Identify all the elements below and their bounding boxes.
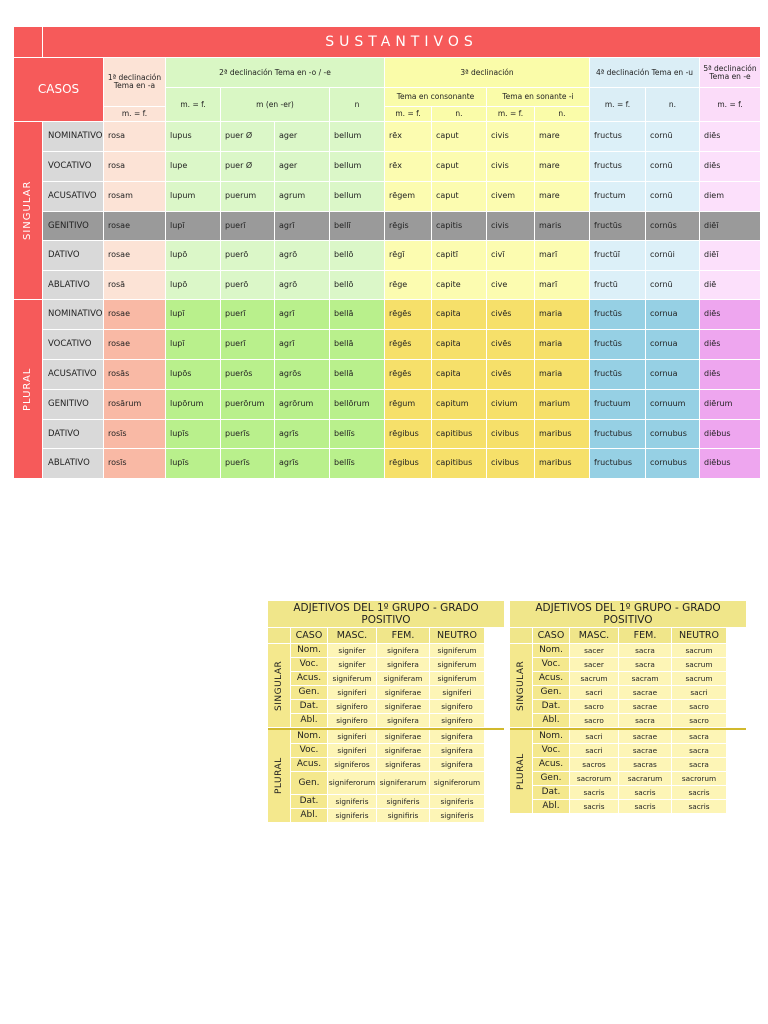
adjective-form-cell: sacrae [619,730,671,743]
noun-form-cell: fructus [590,152,645,181]
noun-form-cell: bellī [330,212,384,240]
noun-form-cell: cornū [646,122,699,151]
noun-form-cell: puerīs [221,449,274,478]
noun-form-cell: rēge [385,271,431,299]
noun-form-cell: fructūs [590,212,645,240]
noun-form-cell: capita [432,300,486,329]
adjective-form-cell: signifera [430,758,484,771]
adjective-form-cell: sacrorum [672,772,726,785]
noun-form-cell: rēgēs [385,330,431,359]
case-name: Dat. [533,700,569,713]
gender-header: n. [646,88,699,121]
adjective-form-cell: signiferis [377,795,429,808]
case-name: Abl. [533,800,569,813]
noun-form-cell: rosae [104,300,165,329]
noun-form-cell: diērum [700,390,760,419]
adjective-form-cell: sacris [672,800,726,813]
casos-header: CASOS [14,58,103,121]
noun-form-cell: lupō [166,241,220,270]
case-name: Dat. [291,700,327,713]
noun-form-cell: diēs [700,300,760,329]
case-name: Gen. [533,686,569,699]
noun-form-cell: capita [432,360,486,389]
noun-form-cell: maribus [535,449,589,478]
case-name: Acus. [533,758,569,771]
noun-form-cell: lupum [166,182,220,211]
group-plural: PLURAL [14,300,42,478]
noun-form-cell: maribus [535,420,589,448]
adjective-form-cell: signifero [328,714,376,727]
noun-form-cell: civibus [487,420,534,448]
noun-form-cell: puer Ø [221,122,274,151]
noun-form-cell: bellīs [330,420,384,448]
noun-form-cell: puerī [221,300,274,329]
adjective-form-cell: sacri [672,686,726,699]
noun-form-cell: bellōrum [330,390,384,419]
adjective-form-cell: signiferorum [430,772,484,794]
noun-form-cell: fructūī [590,241,645,270]
noun-form-cell: rēx [385,122,431,151]
case-name: Voc. [533,658,569,671]
noun-form-cell: rēgum [385,390,431,419]
adjective-form-cell: sacrae [619,700,671,713]
adjective-form-cell: sacros [570,758,618,771]
adjective-form-cell: sacra [672,744,726,757]
case-name: Nom. [533,730,569,743]
noun-form-cell: puerīs [221,420,274,448]
case-name: Nom. [533,644,569,657]
noun-form-cell: mare [535,122,589,151]
adjective-form-cell: sacris [619,786,671,799]
noun-form-cell: caput [432,182,486,211]
adjective-form-cell: sacro [672,700,726,713]
column-header: FEM. [377,628,429,643]
noun-form-cell: diēs [700,122,760,151]
noun-form-cell: fructūs [590,330,645,359]
gender-header: m. = f. [487,107,534,121]
noun-form-cell: diēs [700,152,760,181]
adjective-form-cell: signifer [328,658,376,671]
group-label: SINGULAR [268,644,290,727]
adjective-form-cell: sacris [672,786,726,799]
noun-form-cell: agrōs [275,360,329,389]
gender-header: m. = f. [590,88,645,121]
adjective-form-cell: sacrum [672,658,726,671]
adjective-form-cell: signiferi [328,744,376,757]
noun-form-cell: diēī [700,212,760,240]
noun-form-cell: agrum [275,182,329,211]
noun-form-cell: rosīs [104,420,165,448]
adjective-form-cell: signiferis [328,809,376,822]
noun-form-cell: bellum [330,152,384,181]
noun-form-cell: agrī [275,212,329,240]
noun-form-cell: fructū [590,271,645,299]
adjective-form-cell: sacrum [672,644,726,657]
gender-header: m. = f. [385,107,431,121]
decl-3-header: 3ª declinación [385,58,589,87]
noun-form-cell: lupī [166,300,220,329]
adjective-form-cell: signiferae [377,730,429,743]
case-label: ACUSATIVO [43,360,103,389]
noun-form-cell: agrōrum [275,390,329,419]
adjective-form-cell: signiferum [430,644,484,657]
adjective-form-cell: signiferam [377,672,429,685]
case-label: DATIVO [43,420,103,448]
noun-form-cell: rēgēs [385,360,431,389]
case-name: Abl. [291,809,327,822]
adjective-form-cell: sacra [672,758,726,771]
adjective-table-sacer [510,601,746,813]
adjective-form-cell: sacrae [619,686,671,699]
case-label: NOMINATIVO [43,122,103,151]
adjective-form-cell: signiferae [377,700,429,713]
noun-form-cell: civī [487,241,534,270]
gender-header: n. [535,107,589,121]
noun-form-cell: puerōrum [221,390,274,419]
adjective-form-cell: sacris [570,786,618,799]
noun-form-cell: bellā [330,360,384,389]
noun-form-cell: rosās [104,360,165,389]
noun-form-cell: agrī [275,300,329,329]
noun-form-cell: puerō [221,241,274,270]
adjective-table-title: ADJETIVOS DEL 1º GRUPO - GRADO POSITIVO [268,601,504,627]
noun-form-cell: capitī [432,241,486,270]
noun-form-cell: marī [535,241,589,270]
noun-form-cell: civis [487,122,534,151]
noun-form-cell: cornubus [646,449,699,478]
noun-form-cell: capitis [432,212,486,240]
noun-form-cell: ager [275,122,329,151]
adjective-form-cell: sacro [570,714,618,727]
noun-form-cell: civēs [487,360,534,389]
noun-form-cell: rosae [104,330,165,359]
noun-form-cell: cive [487,271,534,299]
adjective-form-cell: signifera [377,644,429,657]
adjective-form-cell: sacrorum [570,772,618,785]
noun-form-cell: capite [432,271,486,299]
noun-form-cell: lupō [166,271,220,299]
noun-form-cell: lupīs [166,449,220,478]
case-name: Abl. [533,714,569,727]
case-name: Dat. [533,786,569,799]
adjective-form-cell: sacrum [570,672,618,685]
noun-form-cell: fructūs [590,360,645,389]
noun-form-cell: bellum [330,122,384,151]
noun-form-cell: maria [535,300,589,329]
adjective-form-cell: sacri [570,730,618,743]
column-header: MASC. [328,628,376,643]
noun-form-cell: cornū [646,271,699,299]
noun-form-cell: civem [487,182,534,211]
adjective-form-cell: signiferi [328,730,376,743]
noun-form-cell: puerum [221,182,274,211]
adjective-form-cell: signifera [377,658,429,671]
blank-corner [268,628,290,643]
adjective-form-cell: signiferarum [377,772,429,794]
adjective-form-cell: signiferum [328,672,376,685]
case-name: Voc. [291,658,327,671]
decl-1-header: 1ª declinación Tema en -a [104,58,165,106]
adjective-form-cell: sacra [619,714,671,727]
noun-form-cell: caput [432,122,486,151]
adjective-form-cell: signifero [430,714,484,727]
noun-form-cell: agrō [275,271,329,299]
noun-form-cell: rosīs [104,449,165,478]
gender-header: m. = f. [166,88,220,121]
adjective-form-cell: signiferi [430,686,484,699]
case-name: Acus. [291,672,327,685]
noun-form-cell: puer Ø [221,152,274,181]
column-header: CASO [533,628,569,643]
noun-form-cell: cornūi [646,241,699,270]
adjective-form-cell: signiferum [430,658,484,671]
noun-form-cell: bellō [330,241,384,270]
nouns-title: SUSTANTIVOS [43,27,760,57]
noun-form-cell: agrīs [275,449,329,478]
noun-form-cell: rēgem [385,182,431,211]
adjective-form-cell: sacram [619,672,671,685]
noun-form-cell: puerī [221,212,274,240]
case-name: Voc. [291,744,327,757]
column-header: MASC. [570,628,618,643]
noun-form-cell: civis [487,212,534,240]
case-label: VOCATIVO [43,330,103,359]
case-name: Voc. [533,744,569,757]
noun-form-cell: lupōrum [166,390,220,419]
adjective-form-cell: sacro [570,700,618,713]
adjective-form-cell: sacer [570,644,618,657]
adjective-form-cell: signiferis [430,809,484,822]
noun-form-cell: fructum [590,182,645,211]
noun-form-cell: diē [700,271,760,299]
noun-form-cell: rosa [104,122,165,151]
noun-form-cell: rosae [104,212,165,240]
noun-form-cell: mare [535,152,589,181]
adjective-form-cell: signiferis [328,795,376,808]
noun-form-cell: rēgēs [385,300,431,329]
adjective-form-cell: sacri [570,686,618,699]
noun-form-cell: lupī [166,330,220,359]
noun-form-cell: rēgibus [385,449,431,478]
adjective-form-cell: signifiris [377,809,429,822]
noun-form-cell: agrī [275,330,329,359]
adjective-form-cell: signiferas [377,758,429,771]
noun-form-cell: bellā [330,330,384,359]
adjective-form-cell: signiferorum [328,772,376,794]
case-label: VOCATIVO [43,152,103,181]
noun-form-cell: marī [535,271,589,299]
noun-form-cell: diēs [700,360,760,389]
case-name: Gen. [533,772,569,785]
column-header: NEUTRO [430,628,484,643]
noun-form-cell: lupōs [166,360,220,389]
noun-form-cell: rosam [104,182,165,211]
adjective-form-cell: sacrum [672,672,726,685]
adjective-form-cell: signifero [430,700,484,713]
noun-form-cell: caput [432,152,486,181]
noun-form-cell: puerī [221,330,274,359]
case-label: ACUSATIVO [43,182,103,211]
adjective-form-cell: sacris [570,800,618,813]
case-label: ABLATIVO [43,271,103,299]
noun-form-cell: diēī [700,241,760,270]
noun-form-cell: puerōs [221,360,274,389]
adjective-form-cell: signifer [328,644,376,657]
noun-form-cell: cornua [646,330,699,359]
blank-corner [510,628,532,643]
adjective-form-cell: signiferum [430,672,484,685]
gender-header: m. = f. [104,107,165,121]
noun-form-cell: civēs [487,300,534,329]
noun-form-cell: rēgibus [385,420,431,448]
noun-form-cell: fructūs [590,300,645,329]
group-label: SINGULAR [510,644,532,727]
noun-form-cell: fructus [590,122,645,151]
column-header: CASO [291,628,327,643]
noun-form-cell: rēgis [385,212,431,240]
group-label: PLURAL [510,730,532,813]
adjective-form-cell: sacras [619,758,671,771]
title-corner [14,27,42,57]
case-label: DATIVO [43,241,103,270]
adjective-form-cell: sacra [672,730,726,743]
gender-header: n. [432,107,486,121]
noun-form-cell: rosa [104,152,165,181]
adjective-form-cell: signifera [430,744,484,757]
noun-form-cell: mare [535,182,589,211]
noun-form-cell: bellīs [330,449,384,478]
gender-header: m. = f. [700,88,760,121]
noun-form-cell: lupe [166,152,220,181]
case-name: Nom. [291,644,327,657]
noun-form-cell: maria [535,360,589,389]
noun-form-cell: fructubus [590,420,645,448]
noun-form-cell: capita [432,330,486,359]
noun-form-cell: lupīs [166,420,220,448]
noun-form-cell: diem [700,182,760,211]
noun-form-cell: bellā [330,300,384,329]
noun-form-cell: agrīs [275,420,329,448]
case-label: NOMINATIVO [43,300,103,329]
noun-form-cell: fructuum [590,390,645,419]
adjective-form-cell: signifera [377,714,429,727]
case-name: Gen. [291,772,327,794]
adjective-form-cell: signiferos [328,758,376,771]
case-label: GENITIVO [43,390,103,419]
adjective-form-cell: signifera [430,730,484,743]
noun-form-cell: civēs [487,330,534,359]
noun-form-cell: cornūs [646,212,699,240]
decl-5-header: 5ª declinación Tema en -e [700,58,760,87]
noun-form-cell: capitibus [432,420,486,448]
adjective-form-cell: sacrarum [619,772,671,785]
column-header: NEUTRO [672,628,726,643]
adjective-table-signifer [268,601,504,822]
noun-form-cell: rosārum [104,390,165,419]
noun-form-cell: civium [487,390,534,419]
adjective-form-cell: sacra [619,658,671,671]
noun-form-cell: lupī [166,212,220,240]
noun-form-cell: civibus [487,449,534,478]
noun-form-cell: rosae [104,241,165,270]
tema-consonante-header: Tema en consonante [385,88,486,106]
noun-form-cell: civis [487,152,534,181]
adjective-form-cell: sacri [570,744,618,757]
noun-form-cell: rosā [104,271,165,299]
noun-form-cell: diēbus [700,449,760,478]
case-name: Nom. [291,730,327,743]
group-singular: SINGULAR [14,122,42,299]
nouns-declension-table [14,27,760,478]
decl-4-header: 4ª declinación Tema en -u [590,58,699,87]
case-name: Gen. [291,686,327,699]
adjective-form-cell: signifero [328,700,376,713]
adjective-table-title: ADJETIVOS DEL 1º GRUPO - GRADO POSITIVO [510,601,746,627]
noun-form-cell: cornua [646,300,699,329]
tema-sonante-header: Tema en sonante -i [487,88,589,106]
case-name: Abl. [291,714,327,727]
noun-form-cell: bellum [330,182,384,211]
adjective-form-cell: sacra [619,644,671,657]
noun-form-cell: agrō [275,241,329,270]
column-header: FEM. [619,628,671,643]
gender-header: m (en -er) [221,88,329,121]
adjective-form-cell: sacro [672,714,726,727]
noun-form-cell: cornū [646,152,699,181]
noun-form-cell: cornū [646,182,699,211]
gender-header: n [330,88,384,121]
noun-form-cell: marium [535,390,589,419]
adjective-form-cell: signiferae [377,686,429,699]
noun-form-cell: cornubus [646,420,699,448]
noun-form-cell: rēgī [385,241,431,270]
noun-form-cell: diēbus [700,420,760,448]
noun-form-cell: cornua [646,360,699,389]
noun-form-cell: capitum [432,390,486,419]
case-label: GENITIVO [43,212,103,240]
case-name: Acus. [533,672,569,685]
adjective-form-cell: signiferi [328,686,376,699]
case-name: Acus. [291,758,327,771]
noun-form-cell: cornuum [646,390,699,419]
group-label: PLURAL [268,730,290,822]
noun-form-cell: fructubus [590,449,645,478]
adjective-form-cell: sacer [570,658,618,671]
adjective-form-cell: sacris [619,800,671,813]
adjective-form-cell: sacrae [619,744,671,757]
noun-form-cell: ager [275,152,329,181]
case-label: ABLATIVO [43,449,103,478]
case-name: Dat. [291,795,327,808]
noun-form-cell: maria [535,330,589,359]
noun-form-cell: maris [535,212,589,240]
noun-form-cell: diēs [700,330,760,359]
noun-form-cell: capitibus [432,449,486,478]
noun-form-cell: rēx [385,152,431,181]
adjective-form-cell: signiferis [430,795,484,808]
noun-form-cell: bellō [330,271,384,299]
noun-form-cell: lupus [166,122,220,151]
noun-form-cell: puerō [221,271,274,299]
adjective-form-cell: signiferae [377,744,429,757]
decl-2-header: 2ª declinación Tema en -o / -e [166,58,384,87]
